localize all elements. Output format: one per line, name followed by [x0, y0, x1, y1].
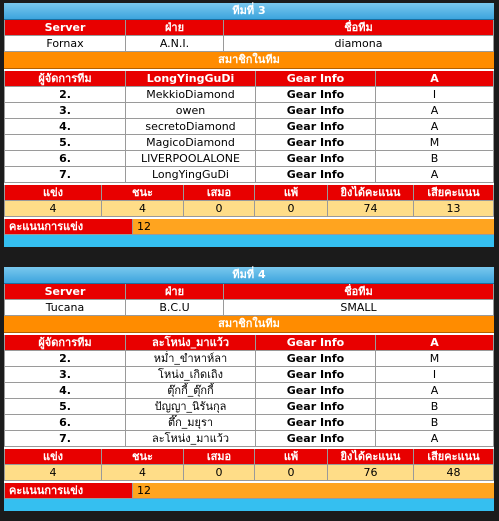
player-class: A	[376, 335, 494, 351]
stat-conceded: 13	[414, 201, 494, 217]
member-row	[4, 351, 494, 367]
stat-header-scored: ยิงได้คะแนน	[328, 449, 414, 465]
stat-header-lost: แพ้	[255, 185, 328, 201]
stat-header-lost: แพ้	[255, 449, 328, 465]
stat-header-draw: เสมอ	[184, 449, 255, 465]
stat-lost: 0	[255, 465, 328, 481]
stat-header-conceded: เสียคะแนน	[414, 185, 494, 201]
member-row	[4, 119, 494, 135]
stat-conceded: 48	[414, 465, 494, 481]
team-card-4	[4, 267, 494, 511]
gear-info-link[interactable]: Gear Info	[256, 71, 376, 87]
members-header: สมาชิกในทีม	[4, 52, 494, 69]
member-player-link[interactable]: ตุ๊กกี้_ตุ๊กกี้	[126, 383, 256, 399]
player-class: B	[376, 399, 494, 415]
match-score-value: 12	[133, 483, 494, 499]
member-number: 3.	[4, 367, 126, 383]
server-value: Tucana	[4, 300, 126, 316]
member-player-link[interactable]: owen	[126, 103, 256, 119]
member-player-link[interactable]: ละโหน่ง_มาแว้ว	[126, 431, 256, 447]
member-player-link[interactable]: MagicoDiamond	[126, 135, 256, 151]
member-row	[4, 103, 494, 119]
gear-info-link[interactable]: Gear Info	[256, 119, 376, 135]
member-row	[4, 367, 494, 383]
stat-scored: 76	[328, 465, 414, 481]
gear-info-link[interactable]: Gear Info	[256, 367, 376, 383]
members-header: สมาชิกในทีม	[4, 316, 494, 333]
member-player-link[interactable]: LongYingGuDi	[126, 167, 256, 183]
member-number: 5.	[4, 135, 126, 151]
match-score-label: คะแนนการแข่ง	[4, 219, 133, 235]
manager-player-link[interactable]: ละโหน่ง_มาแว้ว	[126, 335, 256, 351]
member-row	[4, 135, 494, 151]
member-row	[4, 167, 494, 183]
gear-info-link[interactable]: Gear Info	[256, 399, 376, 415]
team-title: ทีมที่ 3	[4, 3, 494, 20]
member-number: 6.	[4, 151, 126, 167]
side-value: A.N.I.	[126, 36, 224, 52]
player-class: A	[376, 71, 494, 87]
stat-header-played: แข่ง	[4, 449, 102, 465]
stat-won: 4	[102, 465, 184, 481]
member-number: 5.	[4, 399, 126, 415]
player-class: I	[376, 87, 494, 103]
team-name-value: SMALL	[224, 300, 494, 316]
side-header: ฝ่าย	[126, 284, 224, 300]
gear-info-link[interactable]: Gear Info	[256, 335, 376, 351]
player-class: B	[376, 415, 494, 431]
stat-draw: 0	[184, 201, 255, 217]
player-class: A	[376, 383, 494, 399]
gear-info-link[interactable]: Gear Info	[256, 87, 376, 103]
player-class: A	[376, 103, 494, 119]
member-player-link[interactable]: หม่ำ_ขำหาห์ลา	[126, 351, 256, 367]
team-name-header: ชื่อทีม	[224, 284, 494, 300]
gear-info-link[interactable]: Gear Info	[256, 383, 376, 399]
match-score-value: 12	[133, 219, 494, 235]
member-number: 4.	[4, 383, 126, 399]
member-number: 2.	[4, 351, 126, 367]
player-class: A	[376, 431, 494, 447]
gear-info-link[interactable]: Gear Info	[256, 103, 376, 119]
member-number: 7.	[4, 167, 126, 183]
gear-info-link[interactable]: Gear Info	[256, 415, 376, 431]
stat-draw: 0	[184, 465, 255, 481]
side-value: B.C.U	[126, 300, 224, 316]
player-class: M	[376, 135, 494, 151]
member-row	[4, 399, 494, 415]
manager-label: ผู้จัดการทีม	[4, 71, 126, 87]
gear-info-link[interactable]: Gear Info	[256, 167, 376, 183]
player-class: I	[376, 367, 494, 383]
server-value: Fornax	[4, 36, 126, 52]
member-player-link[interactable]: ตึ๊ก_มยุรา	[126, 415, 256, 431]
card-footer-bar	[4, 499, 494, 511]
manager-player-link[interactable]: LongYingGuDi	[126, 71, 256, 87]
stat-header-won: ชนะ	[102, 185, 184, 201]
stat-header-played: แข่ง	[4, 185, 102, 201]
gear-info-link[interactable]: Gear Info	[256, 151, 376, 167]
member-row	[4, 383, 494, 399]
member-number: 4.	[4, 119, 126, 135]
team-name-header: ชื่อทีม	[224, 20, 494, 36]
member-row	[4, 415, 494, 431]
stat-played: 4	[4, 465, 102, 481]
member-number: 2.	[4, 87, 126, 103]
stat-header-won: ชนะ	[102, 449, 184, 465]
card-footer-bar	[4, 235, 494, 247]
member-row	[4, 431, 494, 447]
stat-scored: 74	[328, 201, 414, 217]
team-title: ทีมที่ 4	[4, 267, 494, 284]
manager-label: ผู้จัดการทีม	[4, 335, 126, 351]
stat-played: 4	[4, 201, 102, 217]
member-number: 7.	[4, 431, 126, 447]
stat-lost: 0	[255, 201, 328, 217]
gear-info-link[interactable]: Gear Info	[256, 351, 376, 367]
player-class: B	[376, 151, 494, 167]
member-player-link[interactable]: โหน่ง_เกิดเถิง	[126, 367, 256, 383]
member-row	[4, 87, 494, 103]
member-player-link[interactable]: LIVERPOOLALONE	[126, 151, 256, 167]
member-player-link[interactable]: secretoDiamond	[126, 119, 256, 135]
member-row	[4, 151, 494, 167]
gear-info-link[interactable]: Gear Info	[256, 431, 376, 447]
server-header: Server	[4, 284, 126, 300]
player-class: M	[376, 351, 494, 367]
side-header: ฝ่าย	[126, 20, 224, 36]
match-score-label: คะแนนการแข่ง	[4, 483, 133, 499]
member-number: 6.	[4, 415, 126, 431]
stat-header-draw: เสมอ	[184, 185, 255, 201]
team-card-3	[4, 3, 494, 247]
player-class: A	[376, 167, 494, 183]
member-player-link[interactable]: ปัญญา_นิรันกุล	[126, 399, 256, 415]
server-header: Server	[4, 20, 126, 36]
stat-won: 4	[102, 201, 184, 217]
team-name-value: diamona	[224, 36, 494, 52]
gear-info-link[interactable]: Gear Info	[256, 135, 376, 151]
member-player-link[interactable]: MekkioDiamond	[126, 87, 256, 103]
player-class: A	[376, 119, 494, 135]
stat-header-conceded: เสียคะแนน	[414, 449, 494, 465]
member-number: 3.	[4, 103, 126, 119]
stat-header-scored: ยิงได้คะแนน	[328, 185, 414, 201]
